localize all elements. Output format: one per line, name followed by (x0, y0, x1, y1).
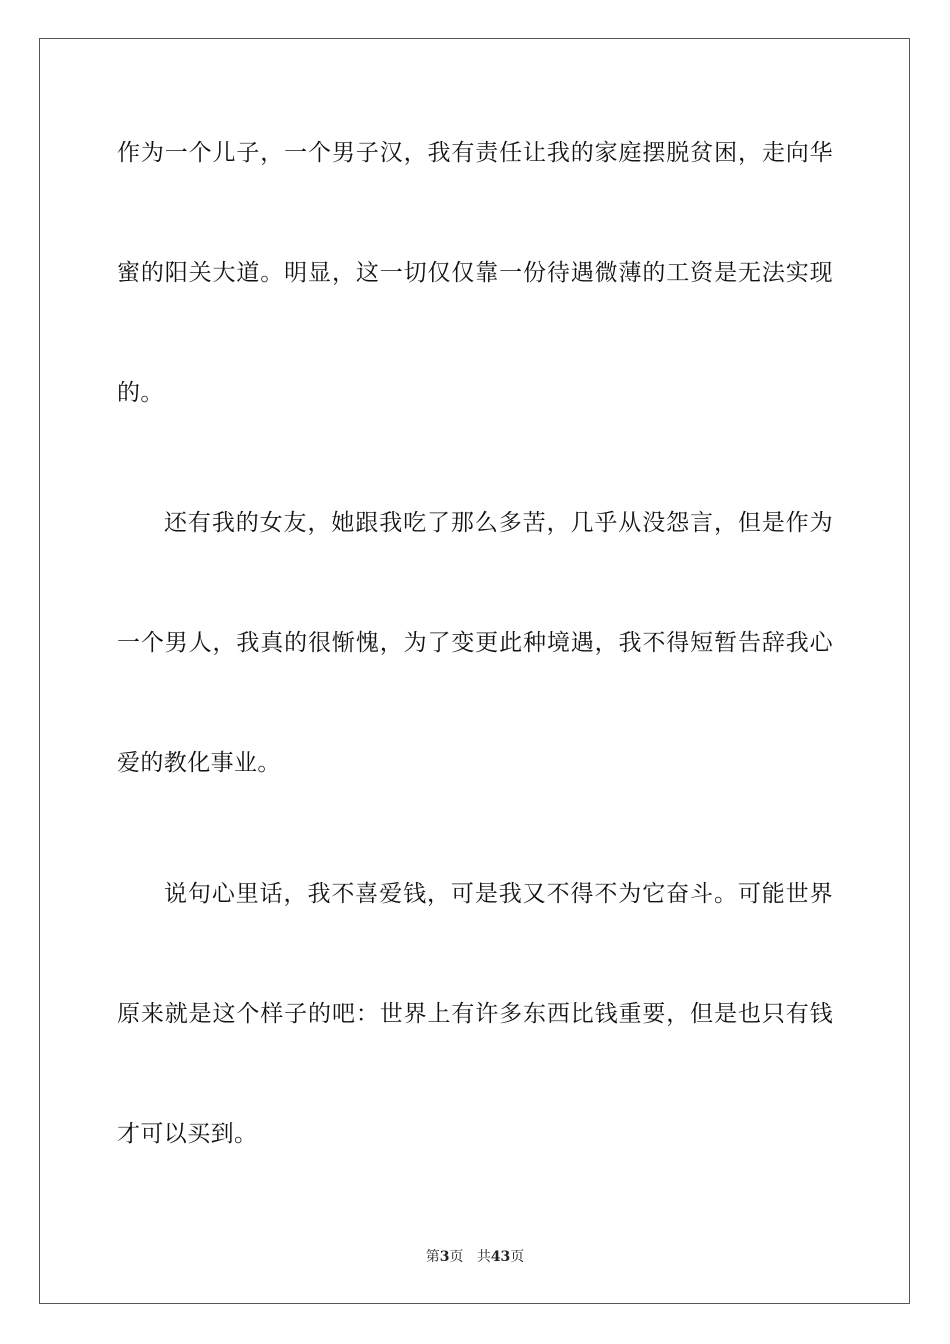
paragraph-1-line-2: 蜜的阳关大道。明显，这一切仅仅靠一份待遇微薄的工资是无法实现 (117, 260, 833, 286)
page-suffix: 页 (449, 1249, 464, 1265)
page-frame (39, 38, 910, 1304)
page-footer (0, 1248, 950, 1266)
paragraph-3-line-2: 原来就是这个样子的吧：世界上有许多东西比钱重要，但是也只有钱 (117, 1001, 833, 1027)
paragraph-2-line-1: 还有我的女友，她跟我吃了那么多苦，几乎从没怨言，但是作为 (164, 510, 833, 536)
total-suffix: 页 (510, 1249, 525, 1265)
page-prefix: 第 (425, 1249, 440, 1265)
paragraph-3-line-3: 才可以买到。 (117, 1121, 258, 1147)
total-pages: 43 (490, 1249, 511, 1265)
paragraph-1-line-3: 的。 (117, 380, 164, 406)
paragraph-1-line-1: 作为一个儿子，一个男子汉，我有责任让我的家庭摆脱贫困，走向华 (117, 140, 833, 166)
paragraph-2-line-2: 一个男人，我真的很惭愧，为了变更此种境遇，我不得短暂告辞我心 (117, 630, 833, 656)
page-number: 3 (439, 1249, 450, 1265)
paragraph-2-line-3: 爱的教化事业。 (117, 750, 281, 776)
total-prefix: 共 (476, 1249, 491, 1265)
paragraph-3-line-1: 说句心里话，我不喜爱钱，可是我又不得不为它奋斗。可能世界 (164, 881, 833, 907)
